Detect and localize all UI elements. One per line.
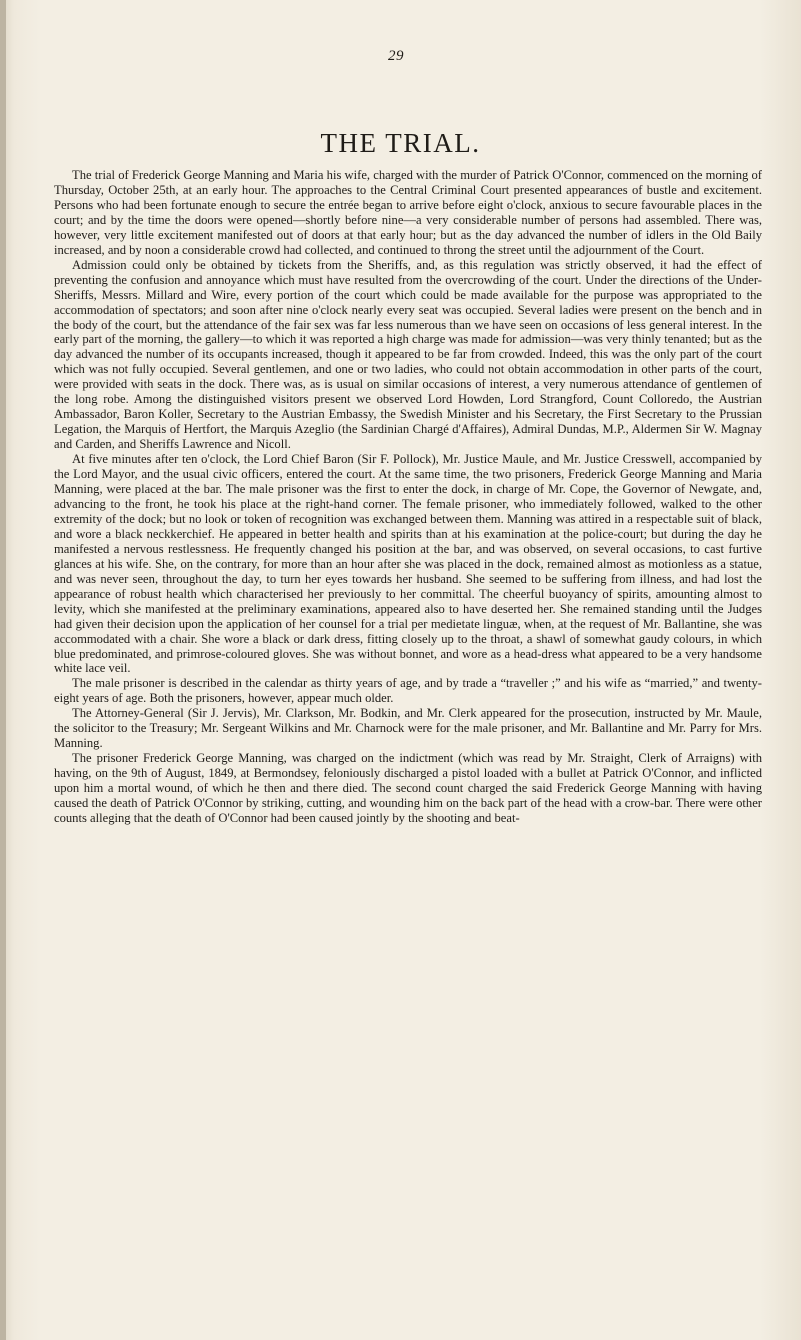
- paragraph: The prisoner Frederick George Manning, was charged on the indictment (which was read by Mr. Straight, Clerk of Arraigns) with having, on the 9th of August, 1849, at Bermondsey, feloniously discharged a pistol loaded with a bullet at Patrick O'Connor, and inflicted upon him a mortal wound, of which he then and there died. The second count charged the said Frederick George Manning with having caused the death of Patrick O'Connor by striking, cutting, and wounding him on the back part of the head with a crow-bar. There were other counts alleging that the death of O'Connor had been caused jointly by the shooting and beat-: [54, 751, 762, 825]
- page-number: 29: [388, 48, 404, 64]
- chapter-title: THE TRIAL.: [320, 128, 481, 159]
- paragraph: Admission could only be obtained by tickets from the Sheriffs, and, as this regulation was strictly observed, it had the effect of preventing the confusion and annoyance which must have resulted from the overcrowding of the court. Under the directions of the Under-Sheriffs, Messrs. Millard and Wire, every portion of the court which could be made available for the purpose was appropriated to the accommodation of spectators; and soon after nine o'clock nearly every seat was occupied. Several ladies were present on the bench and in the body of the court, but the attendance of the fair sex was far less numerous than we have seen on occasions of less general interest. In the early part of the morning, the gallery—to which it was reported a high charge was made for admission—was very thinly tenanted; but as the day advanced the number of its occupants increased, though it appeared to be far from crowded. Indeed, this was the only part of the court which was not fully occupied. Several gentlemen, and one or two ladies, who could not obtain accommodation in other parts of the court, were provided with seats in the dock. There was, as is usual on similar occasions of interest, a very numerous attendance of gentlemen of the long robe. Among the distinguished visitors present we observed Lord Howden, Lord Strangford, Count Colloredo, the Austrian Ambassador, Baron Koller, Secretary to the Austrian Embassy, the Swedish Minister and his Secretary, the First Secretary to the Prussian Legation, the Marquis of Hertfort, the Marquis Azeglio (the Sardinian Chargé d'Affaires), Admiral Dundas, M.P., Aldermen Sir W. Magnay and Carden, and Sheriffs Lawrence and Nicoll.: [54, 257, 762, 452]
- page-binding-edge: [0, 0, 6, 1340]
- paragraph: The Attorney-General (Sir J. Jervis), Mr. Clarkson, Mr. Bodkin, and Mr. Clerk appeared for the prosecution, instructed by Mr. Maule, the solicitor to the Treasury; Mr. Sergeant Wilkins and Mr. Charnock were for the male prisoner, and Mr. Ballantine and Mr. Parry for Mrs. Manning.: [54, 706, 762, 751]
- paragraph: The male prisoner is described in the calendar as thirty years of age, and by trade a “traveller ;” and his wife as “married,” and twenty-eight years of age. Both the prisoners, however, appear much older.: [54, 676, 762, 706]
- paragraph: At five minutes after ten o'clock, the Lord Chief Baron (Sir F. Pollock), Mr. Justice Maule, and Mr. Justice Cresswell, accompanied by the Lord Mayor, and the usual civic officers, entered the court. At the same time, the two prisoners, Frederick George Manning and Maria Manning, were placed at the bar. The male prisoner was the first to enter the dock, in charge of Mr. Cope, the Governor of Newgate, and, advancing to the front, he took his place at the right-hand corner. The female prisoner, who immediately followed, walked to the other extremity of the dock; but no look or token of recognition was exchanged between them. Manning was attired in a respectable suit of black, and wore a black neckkerchief. He appeared in better health and spirits than at his examination at the police-court; but during the day he manifested a nervous restlessness. He frequently changed his position at the bar, and was observed, on several occasions, to cast furtive glances at his wife. She, on the contrary, for more than an hour after she was placed in the dock, remained almost as motionless as a statue, and was never seen, throughout the day, to turn her eyes towards her husband. She seemed to be suffering from illness, and had lost the appearance of robust health which characterised her previously to her committal. The cheerful buoyancy of spirits, amounting almost to levity, which she manifested at the preliminary examinations, appeared also to have deserted her. She remained standing until the Judges had given their decision upon the application of her counsel for a trial per medietate linguæ, when, at the request of Mr. Ballantine, she was accommodated with a chair. She wore a black or dark dress, fitting closely up to the throat, a shawl of somewhat gaudy colours, in which blue predominated, and primrose-coloured gloves. She was without bonnet, and wore as a head-dress what appeared to be a very handsome white lace veil.: [54, 452, 762, 676]
- body-text: [54, 168, 762, 826]
- paragraph: The trial of Frederick George Manning and Maria his wife, charged with the murder of Patrick O'Connor, commenced on the morning of Thursday, October 25th, at an early hour. The approaches to the Central Criminal Court presented appearances of bustle and excitement. Persons who had been fortunate enough to secure the entrée began to arrive before eight o'clock, anxious to secure favourable places in the court; and by the time the doors were opened—shortly before nine—a very considerable number of persons had assembled. There was, however, very little excitement manifested out of doors at that early hour; but as the day advanced the number of idlers in the Old Baily increased, and by noon a considerable crowd had collected, and continued to throng the street until the adjournment of the Court.: [54, 168, 762, 257]
